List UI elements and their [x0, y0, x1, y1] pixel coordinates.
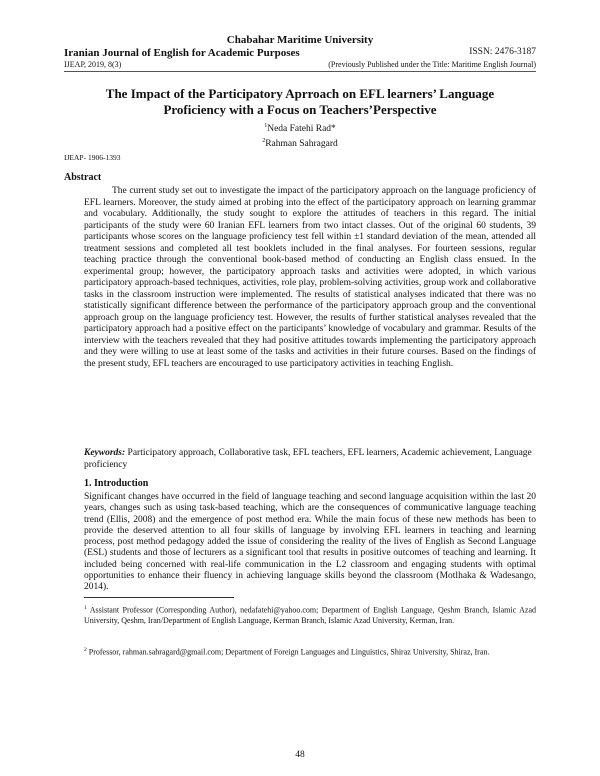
journal-name: Iranian Journal of English for Academic Purposes	[64, 47, 300, 59]
author-1-mark: 1	[264, 123, 268, 129]
footnote-1-mark: 1	[84, 605, 87, 611]
author-1-name: Neda Fatehi Rad*	[267, 124, 336, 135]
abstract-heading: Abstract	[64, 172, 102, 183]
footnote-1-text: Assistant Professor (Corresponding Author), nedafatehi@yahoo.com; Department of English Language, Qeshm Branch, Islamic Azad University, Qeshm, Iran/Department of English Language, Kerman Branch, Islamic Azad University, Kerman, Iran.	[84, 605, 536, 626]
article-id: IJEAP- 1906-1393	[64, 153, 121, 162]
author-1	[0, 123, 600, 134]
footnote-1	[84, 603, 536, 627]
footnote-2	[84, 645, 536, 658]
footnote-divider	[84, 597, 234, 598]
introduction-text: Significant changes have occurred in the field of language teaching and second language acquisition within the last 20 years, changes such as using task-based teaching, which are the consequences of communicative language teaching trend (Ellis, 2008) and the emergence of post method era. While the main focus of these new methods has been to provide the deserved attention to all four skills of language by involving EFL learners in teaching and learning process, post method pedagogy added the issue of considering the reality of the lives of English as Second Language (ESL) students and those of lecturers as a significant tool that results in positive outcomes of teaching and learning. It included being concerned with real-life communication in the L2 classroom and engaging students with optimal opportunities to enhance their fluency in achieving language skills beyond the classroom (Motlhaka & Wadesango, 2014).	[84, 492, 536, 593]
keywords	[84, 448, 536, 471]
issn: ISSN: 2476-3187	[469, 47, 536, 57]
introduction-heading: 1. Introduction	[84, 478, 149, 489]
university-name: Chabahar Maritime University	[226, 34, 374, 46]
author-2-name: Rahman Sahragard	[265, 139, 338, 150]
author-2	[0, 138, 600, 149]
abstract-text: The current study set out to investigate the impact of the participatory approach on the language proficiency of EFL learners. Moreover, the study aimed at probing into the effect of the participatory approach on learning grammar and vocabulary. Additionally, the study sought to explore the attitudes of teachers in this regard. The initial participants of the study were 60 Iranian EFL learners from two intact classes. Out of the original 60 students, 39 participants whose scores on the language proficiency test fell within ±1 standard deviation of the mean, attended all treatment sessions and completed all test booklets included in the final analyses. For fourteen sessions, regular teaching practice through the conventional book-based method of conducting an English class ensued. In the experimental group; however, the participatory approach tasks and activities were adopted, in which various participatory approach-based techniques, activities, role play, problem-solving activities, group work and collaborative tasks in the classroom instruction were implemented. The results of statistical analyses indicated that there was no statistically significant difference between the performance of the participatory approach group and the conventional approach group on the language proficiency test. However, the results of further statistical analyses revealed that the participatory approach had a positive effect on the participants’ knowledge of vocabulary and grammar. Results of the interview with the teachers revealed that they had positive attitudes towards implementing the participatory approach and they were willing to use at least some of the tasks and activities in their future courses. Based on the findings of the present study, EFL teachers are encouraged to use participatory activities in teaching English.	[84, 186, 536, 369]
keywords-label: Keywords:	[84, 448, 126, 458]
keywords-text: Participatory approach, Collaborative task, EFL teachers, EFL learners, Academic achievement, Language proficiency	[84, 448, 532, 470]
page-number: 48	[295, 750, 305, 760]
previous-title-note: (Previously Published under the Title: Maritime English Journal)	[328, 60, 536, 69]
header-divider	[64, 71, 536, 72]
footnote-2-text: Professor, rahman.sahragard@gmail.com; Department of Foreign Languages and Linguistics, Shiraz University, Shiraz, Iran.	[86, 647, 490, 657]
issue-info: IJEAP, 2019, 8(3)	[64, 60, 122, 69]
article-title: The Impact of the Participatory Aprroach on EFL learners’ Language Proficiency with a Focus on Teachers’Perspective	[105, 86, 495, 117]
author-2-mark: 2	[262, 138, 266, 144]
footnote-2-mark: 2	[84, 647, 87, 653]
